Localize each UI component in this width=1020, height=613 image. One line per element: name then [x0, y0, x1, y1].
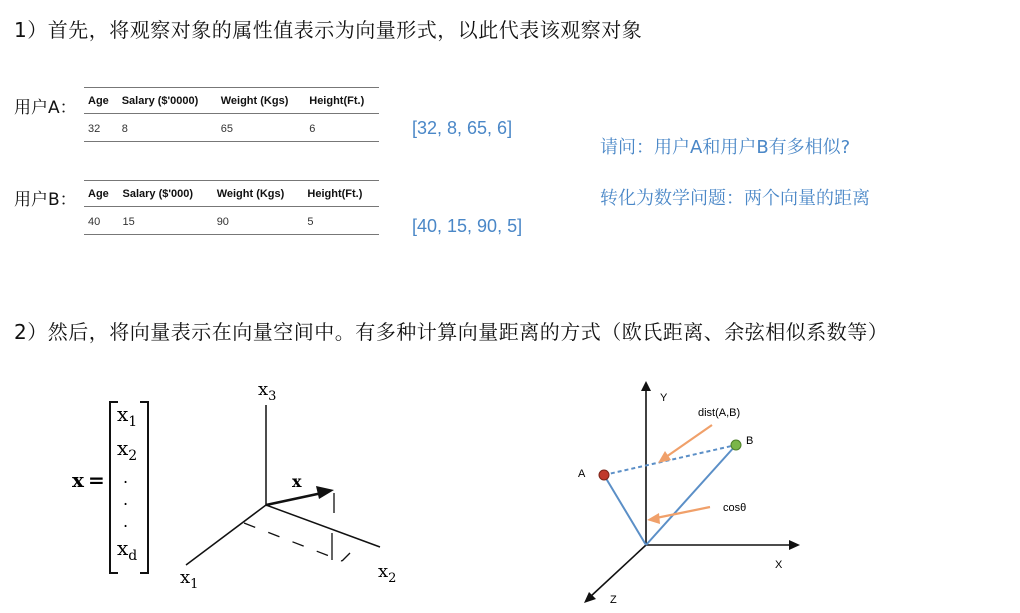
axis-y-arrowhead — [641, 381, 651, 391]
entry-dot: . — [123, 512, 129, 531]
vector-space-figure — [60, 375, 400, 605]
table-cell: 15 — [122, 216, 135, 228]
vector-b-line — [646, 445, 736, 545]
table-header-row — [84, 88, 379, 114]
axis-x3-label: $x_3$ — [258, 379, 277, 404]
step-1-text: 1）首先，将观察对象的属性值表示为向量形式，以此代表该观察对象 — [14, 18, 643, 42]
table-cell: 32 — [88, 123, 101, 135]
vector-arrow-line — [266, 493, 322, 505]
point-a — [599, 470, 609, 480]
axis-x-arrowhead — [789, 540, 800, 550]
column-header: Height(Ft.) — [307, 188, 363, 200]
table-cell: 6 — [309, 123, 316, 135]
step-2-text: 2）然后，将向量表示在向量空间中。有多种计算向量距离的方式（欧氏距离、余弦相似系数等） — [14, 320, 889, 344]
table-cell: 40 — [88, 216, 101, 228]
distance-problem-statement: 转化为数学问题：两个向量的距离 — [600, 188, 870, 209]
axis-x2-line — [266, 505, 380, 547]
cos-pointer-line — [656, 507, 710, 518]
column-header: Weight (Kgs) — [216, 188, 285, 200]
axis-z-label: Z — [610, 594, 617, 606]
cos-pointer-arrowhead — [647, 513, 660, 524]
axis-x1-label: $x_1$ — [180, 567, 199, 592]
dist-pointer-line — [666, 425, 712, 457]
column-header: Weight (Kgs) — [220, 95, 289, 107]
cos-label: cosθ — [723, 502, 747, 514]
user-b-vector: [40, 15, 90, 5] — [412, 216, 523, 236]
table-header-row — [84, 181, 379, 207]
table-row — [84, 207, 379, 235]
table-cell: 8 — [121, 123, 128, 135]
user-a-table — [84, 87, 379, 142]
column-header: Salary ($'000) — [122, 188, 194, 200]
entry-x2: $x_2$ — [117, 436, 138, 464]
vector-arrowhead — [316, 486, 334, 499]
column-header: Height(Ft.) — [309, 95, 365, 107]
axis-y-label: Y — [660, 392, 668, 404]
axis-x2-label: $x_2$ — [378, 561, 397, 586]
column-header: Salary ($'0000) — [121, 95, 199, 107]
right-bracket — [140, 402, 148, 573]
column-header: Age — [88, 95, 109, 107]
axis-z-line — [590, 545, 646, 597]
vector-a-line — [604, 475, 646, 545]
entry-dot: . — [123, 468, 129, 487]
table-cell: 65 — [220, 123, 233, 135]
table-cell: 90 — [216, 216, 229, 228]
equals-sign: = — [88, 468, 105, 492]
entry-dot: . — [123, 490, 129, 509]
entry-xd: $x_d$ — [117, 536, 138, 564]
user-a-vector: [32, 8, 65, 6] — [412, 118, 513, 138]
table-cell: 5 — [307, 216, 314, 228]
axis-x-label: X — [775, 559, 783, 571]
entry-x1: $x_1$ — [117, 402, 138, 430]
point-b-label: B — [746, 435, 754, 447]
vector-arrow-label: x — [292, 472, 302, 491]
projection-dashed — [244, 523, 342, 561]
similarity-figure — [560, 375, 820, 610]
vector-symbol: x — [72, 468, 84, 492]
user-b-label: 用户B： — [14, 190, 77, 210]
column-header: Age — [88, 188, 109, 200]
similarity-question: 请问：用户A和用户B有多相似? — [600, 137, 851, 158]
user-a-label: 用户A： — [14, 98, 77, 118]
user-b-table — [84, 180, 379, 235]
dist-label: dist(A,B) — [698, 407, 741, 419]
projection-corner — [342, 553, 350, 561]
axis-x1-line — [186, 505, 266, 565]
table-row — [84, 114, 379, 142]
point-a-label: A — [578, 468, 586, 480]
point-b — [731, 440, 741, 450]
